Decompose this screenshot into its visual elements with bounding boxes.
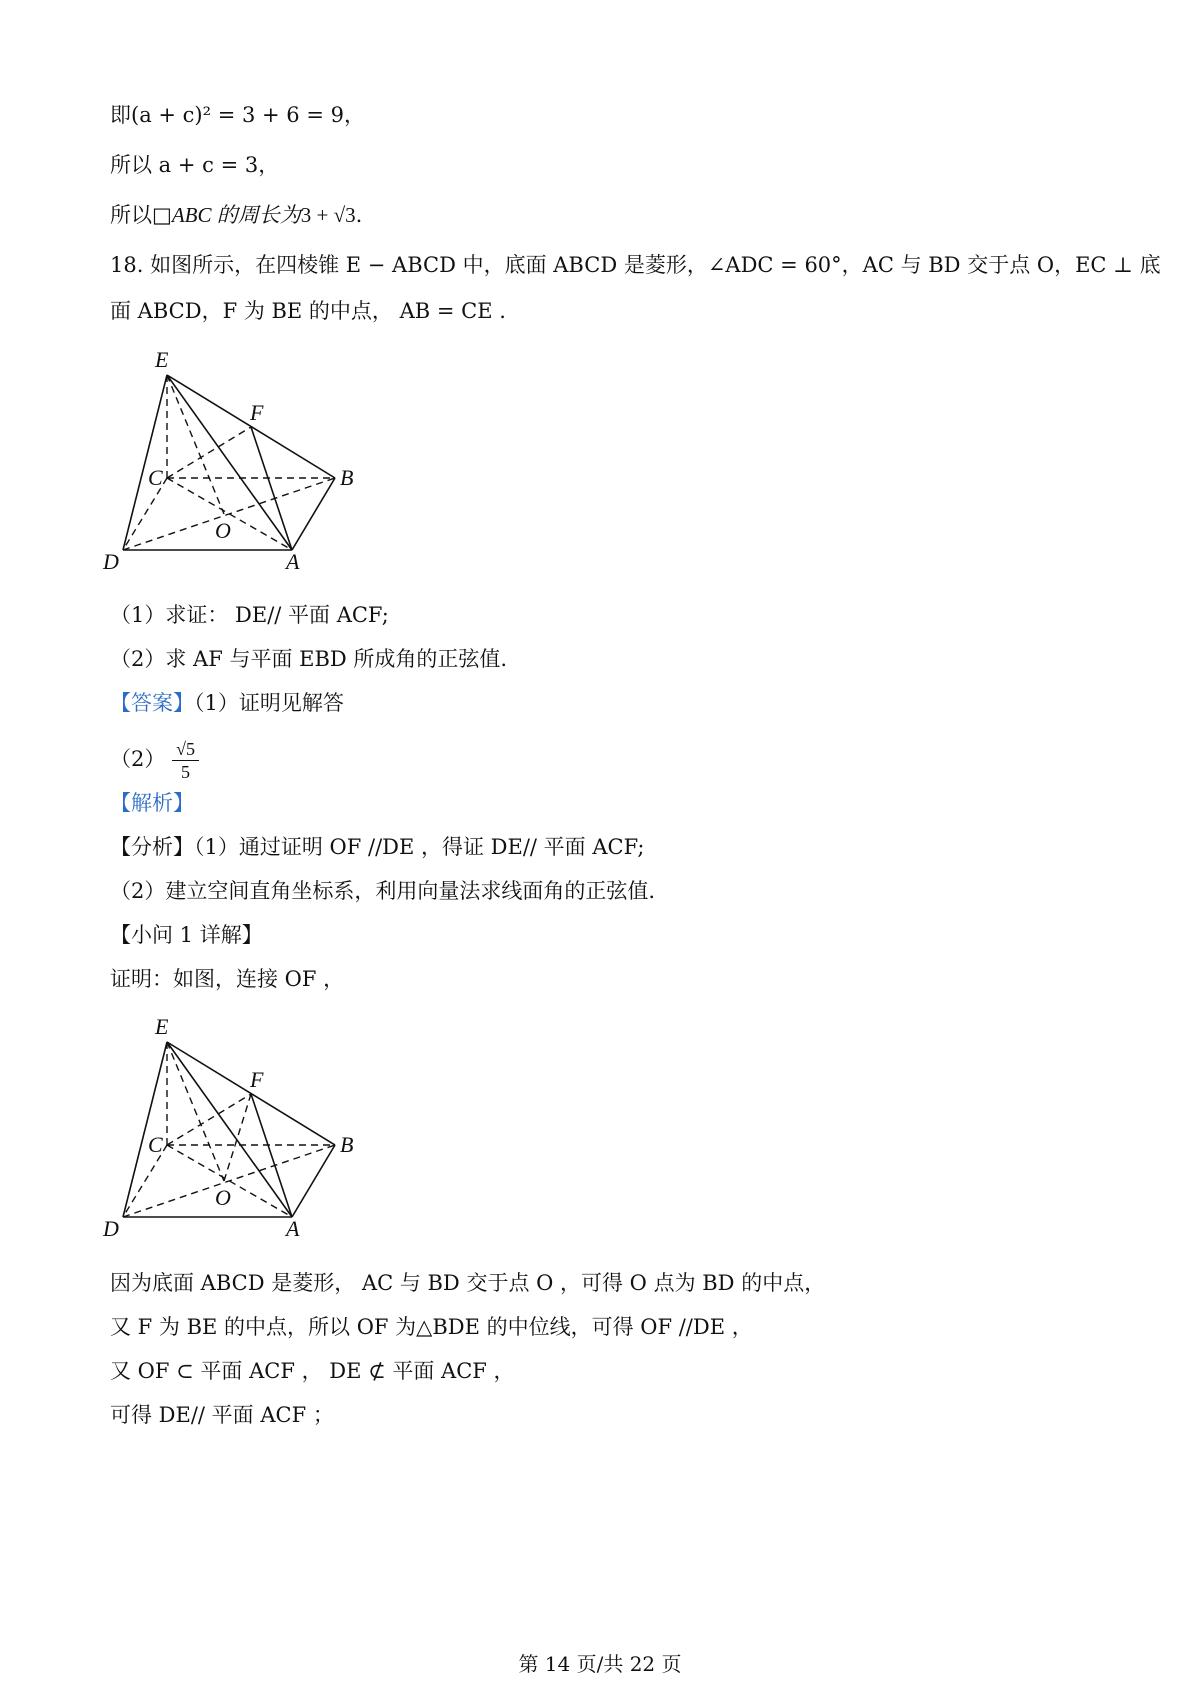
xiaowen-heading: 【小问 1 详解】 [110,923,263,947]
label-D: D [103,549,119,574]
pyramid-figure-1 [100,345,370,575]
fraction-numerator: √5 [172,738,199,761]
triangle-box: □ [152,203,172,227]
fenxi-tag: 【分析】 [110,835,194,859]
label-F: F [250,400,264,425]
label-A: A [286,549,300,574]
answer-line [110,688,344,718]
line-1: 即(a + c)² = 3 + 6 = 9， [110,103,365,127]
answer-tag: 【答案】 [110,691,194,715]
label-O: O [215,518,231,543]
answer-2-fraction [172,738,199,783]
label-C: C [148,465,163,490]
jiexi-label: 【解析】 [110,791,194,815]
fenxi-1: （1）通过证明 OF //DE ，得证 DE// 平面 ACF; [194,835,645,859]
sub-question-2: （2）求 AF 与平面 EBD 所成角的正弦值. [110,647,508,671]
label-D-2: D [103,1216,119,1241]
proof-line-1: 因为底面 ABCD 是菱形， AC 与 BD 交于点 O ，可得 O 点为 BD 的中点， [110,1271,826,1295]
proof-line-3: 又 OF ⊂ 平面 ACF ， DE ⊄ 平面 ACF ， [110,1359,515,1383]
question-18-line-1: 18. 如图所示，在四棱锥 E − ABCD 中，底面 ABCD 是菱形，∠ADC = 60°，AC 与 BD 交于点 O，EC ⊥ 底 [110,253,1161,277]
line-3 [110,200,362,230]
line-2: 所以 a + c = 3， [110,153,280,177]
label-E-2: E [155,1014,169,1039]
label-B: B [340,465,354,490]
label-A-2: A [286,1216,300,1241]
pyramid-figure-2 [100,1012,370,1242]
answer-1: （1）证明见解答 [194,691,344,715]
line-3-mid: ABC 的周长为 [171,203,301,227]
answer-2-prefix: （2） [110,747,166,771]
line-3-end: . [355,203,363,227]
fenxi-line-1 [110,832,644,862]
label-B-2: B [340,1132,354,1157]
proof-line-2: 又 F 为 BE 的中点，所以 OF 为△BDE 的中位线，可得 OF //DE ， [110,1315,753,1339]
label-E: E [155,347,169,372]
perimeter-value: 3 + √3 [300,203,356,227]
proof-line-4: 可得 DE// 平面 ACF ； [110,1403,334,1427]
question-18-line-2: 面 ABCD，F 为 BE 的中点， AB = CE . [110,299,506,323]
sub-question-1: （1）求证： DE// 平面 ACF; [110,603,389,627]
fraction-denominator: 5 [181,762,190,782]
label-C-2: C [148,1132,163,1157]
jiexi-tag [110,788,194,818]
answer-2-line [110,738,199,783]
page-footer: 第 14 页/共 22 页 [518,1652,682,1676]
label-F-2: F [250,1067,264,1092]
proof-intro: 证明：如图，连接 OF ， [110,967,345,991]
fenxi-line-2: （2）建立空间直角坐标系，利用向量法求线面角的正弦值. [110,879,656,903]
label-O-2: O [215,1185,231,1210]
line-3-prefix: 所以 [110,203,152,227]
